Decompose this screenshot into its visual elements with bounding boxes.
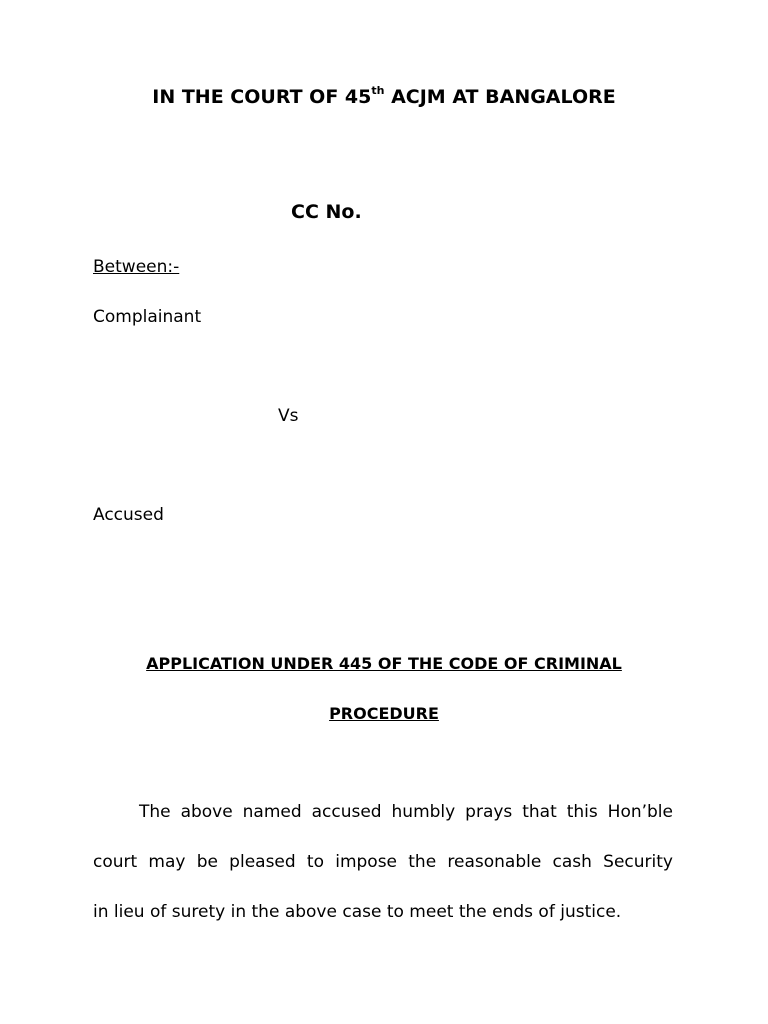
- court-title-pre: IN THE COURT OF 45: [152, 86, 372, 108]
- case-number-label: CC No.: [291, 201, 362, 223]
- prayer-line-1: The above named accused humbly prays that this Hon’ble: [139, 802, 673, 822]
- accused-label: Accused: [93, 505, 164, 525]
- prayer-line-3: in lieu of surety in the above case to meet the ends of justice.: [93, 902, 622, 922]
- between-label: Between:-: [93, 257, 180, 277]
- court-title-post: ACJM AT BANGALORE: [384, 86, 616, 108]
- versus-label: Vs: [278, 406, 299, 426]
- court-title-superscript: th: [371, 84, 385, 97]
- application-title-line1: APPLICATION UNDER 445 OF THE CODE OF CRIMINAL: [146, 654, 622, 673]
- application-title-line2: PROCEDURE: [329, 704, 439, 723]
- prayer-line-2: court may be pleased to impose the reasonable cash Security: [93, 852, 673, 872]
- complainant-label: Complainant: [93, 307, 202, 327]
- court-title: [0, 86, 768, 108]
